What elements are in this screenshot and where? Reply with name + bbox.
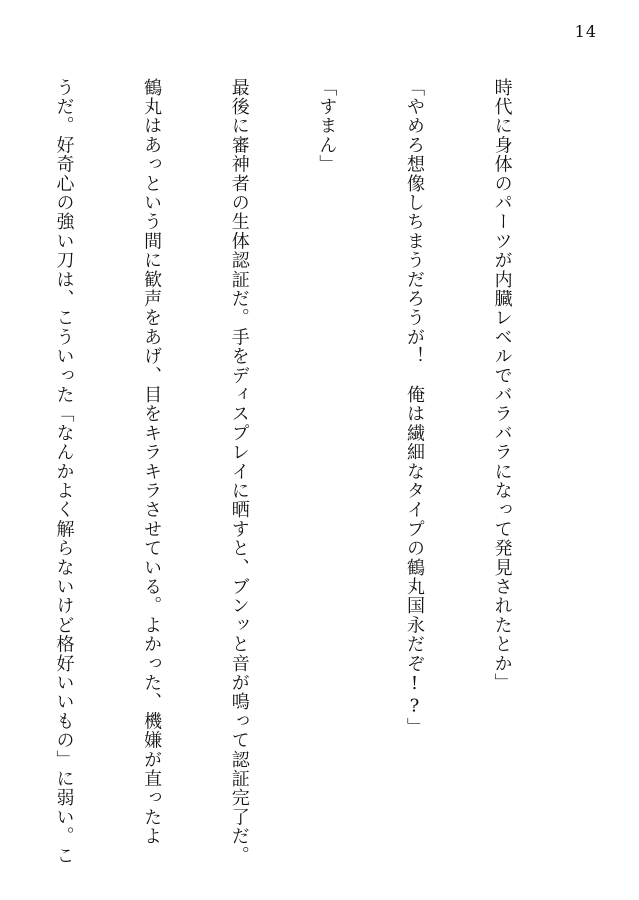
text-line: 「すまん」 <box>316 78 338 174</box>
text-line: 「やめろ想像しちまうだろうが！ 俺は繊細なタイプの鶴丸国永だぞ!?」 <box>403 78 425 737</box>
text-line: 鶴丸はあっという間に歓声をあげ、目をキラキラさせている。よかった、機嫌が直ったよ <box>141 78 163 846</box>
page-number: 14 <box>574 22 597 41</box>
text-line: 最後に審神者の生体認証だ。手をディスプレイに晒すと、ブンッと音が鳴って認証完了だ。 <box>228 78 250 866</box>
text-line: 時代に身体のパーツが内臓レベルでバラバラになって発見されたとか」 <box>491 78 513 693</box>
body-text <box>0 78 575 866</box>
text-line: うだ。好奇心の強い刀は、こういった「なんかよく解らないけど格好いいもの」に弱い。こ <box>53 78 75 866</box>
